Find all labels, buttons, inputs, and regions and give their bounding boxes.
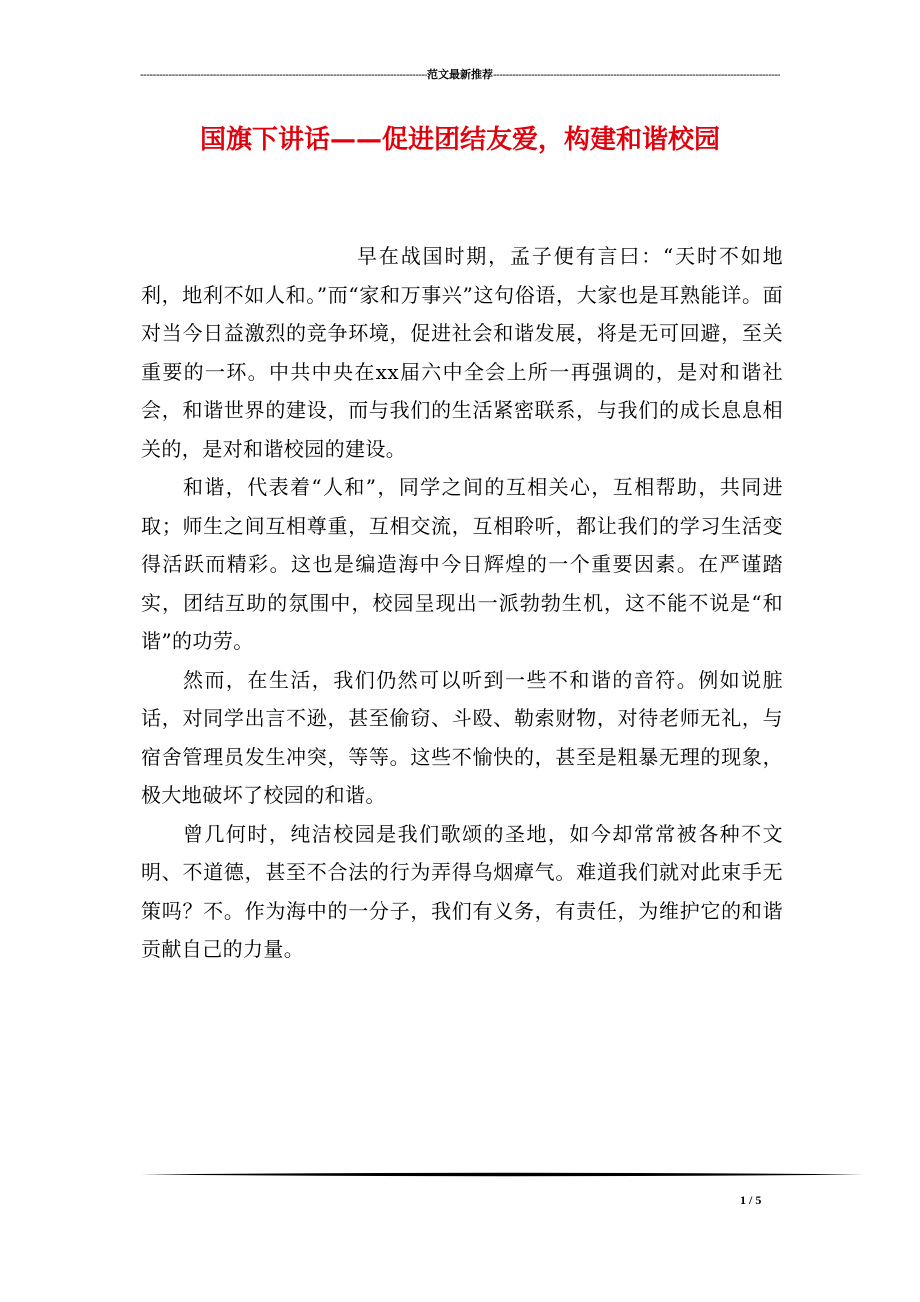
header-rule-left bbox=[140, 67, 427, 83]
paragraph-3: 然而，在生活，我们仍然可以听到一些不和谐的音符。例如说脏话，对同学出言不逊，甚至偷窃、斗殴、勒索财物，对待老师无礼，与宿舍管理员发生冲突，等等。这些不愉快的，甚至是粗暴无理的现象，极大地破坏了校园的和谐。 bbox=[141, 667, 783, 807]
document-title: 国旗下讲话——促进团结友爱，构建和谐校园 bbox=[199, 125, 720, 155]
paragraph-4: 曾几何时，纯洁校园是我们歌颂的圣地，如今却常常被各种不文明、不道德，甚至不合法的行为弄得乌烟瘴气。难道我们就对此束手无策吗？不。作为海中的一分子，我们有义务，有责任，为维护它的和谐贡献自己的力量。 bbox=[141, 821, 783, 961]
header-rule-right bbox=[493, 67, 780, 83]
page-number: 1 / 5 bbox=[740, 1193, 762, 1207]
document-body bbox=[141, 237, 783, 969]
footer-rule bbox=[141, 1171, 863, 1178]
page-header bbox=[140, 67, 780, 83]
paragraph-2: 和谐，代表着“人和”，同学之间的互相关心，互相帮助，共同进取；师生之间互相尊重，互相交流，互相聆听，都让我们的学习生活变得活跃而精彩。这也是编造海中今日辉煌的一个重要因素。在严谨踏实，团结互助的氛围中，校园呈现出一派勃勃生机，这不能不说是“和谐”的功劳。 bbox=[141, 475, 783, 653]
paragraph-1: 早在战国时期，孟子便有言曰：“天时不如地利，地利不如人和。”而“家和万事兴”这句俗语，大家也是耳熟能详。面对当今日益激烈的竞争环境，促进社会和谐发展，将是无可回避，至关重要的一环。中共中央在xx届六中全会上所一再强调的，是对和谐社会，和谐世界的建设，而与我们的生活紧密联系，与我们的成长息息相关的，是对和谐校园的建设。 bbox=[141, 244, 783, 461]
header-label: 范文最新推荐 bbox=[427, 69, 493, 81]
